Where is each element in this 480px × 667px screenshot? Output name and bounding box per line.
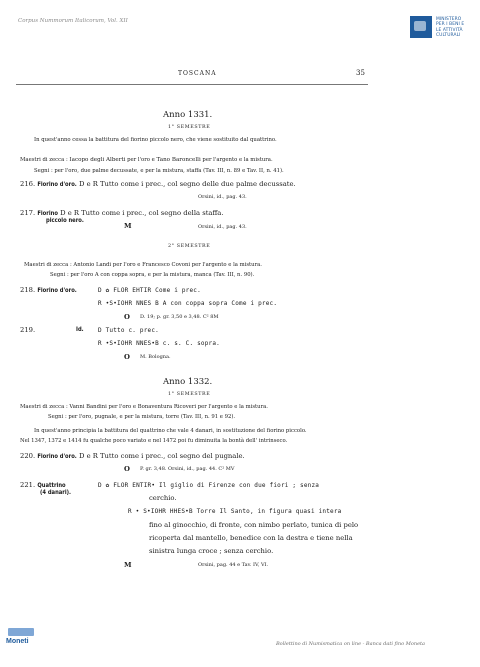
entry-216	[20, 180, 296, 188]
entry-reference: D. 19; p. gr. 3,50 e 3,48. C² 8M	[140, 314, 219, 320]
signs-line: Segni : per l'oro, due palme decussate, e per la mistura, staffa (Tav. III, n. 89 e Tav. II, n. 41).	[34, 168, 284, 174]
denomination: Id.	[76, 327, 84, 333]
ministry-logo-icon	[410, 16, 432, 38]
entry-reference: Orsini, id., pag. 43.	[198, 194, 247, 200]
footer-credit: Bollettino di Numismatica on line - Banca dati fino Moneta	[276, 641, 426, 647]
ministry-line-2: PER I BENI E	[436, 22, 465, 28]
entry-reference: P. gr. 3,48. Orsini, id., pag. 44. C² MV	[140, 466, 235, 472]
footer-logo-text: Moneti	[6, 638, 29, 645]
entry-number: 220.	[20, 452, 36, 460]
intro-text: In quest'anno cessa la battitura del fiorino piccolo nero, che viene sostituito dal quattrino.	[34, 137, 277, 143]
entry-219	[20, 326, 35, 334]
denomination-line-2: (4 danari).	[40, 490, 72, 496]
entry-220	[20, 452, 245, 460]
ministry-label	[436, 17, 464, 38]
header-rule	[16, 84, 368, 85]
mint-masters-line: Maestri di zecca : Antonio Landi per l'oro e Francesco Covoni per l'argento e la mistura.	[24, 262, 262, 268]
mint-masters-line: Maestri di zecca : Vanni Bandini per l'oro e Bonaventura Ricoveri per l'argento e la mistura.	[20, 404, 268, 410]
entry-description: D e R Tutto come i prec., col segno delle due palme decussate.	[78, 180, 296, 188]
running-head: TOSCANA	[178, 70, 217, 77]
page-number: 35	[356, 69, 365, 77]
signs-line: Segni : per l'oro A con coppa sopra, e per la mistura, manca (Tav. III, n. 90).	[50, 272, 255, 278]
entry-reference: Orsini, pag. 44 e Tav. IV, VI.	[198, 562, 269, 568]
entry-number: 219.	[20, 326, 36, 334]
denomination: Fiorino	[37, 211, 58, 217]
reverse-description: fino al ginocchio, di fronte, con nimbo perlato, tunica di pelo	[149, 521, 359, 529]
signs-line: Segni : per l'oro, pugnale, e per la mistura, torre (Tav. III, n. 91 e 92).	[48, 414, 236, 420]
obverse-legend: D ✿ FLOR EHTIR Come i prec.	[98, 287, 201, 294]
entry-number: 218.	[20, 286, 36, 294]
reverse-description: ricoperta dal mantello, benedice con la destra e tiene nella	[149, 534, 353, 542]
metal-sign: O	[124, 353, 130, 361]
entry-description: D e R Tutto come i prec., col segno della staffa.	[60, 209, 224, 217]
entry-number: 221.	[20, 481, 36, 489]
metal-sign: O	[124, 313, 130, 321]
ministry-line-4: CULTURALI	[436, 32, 461, 38]
intro-text: In quest'anno principia la battitura del quattrino che vale 4 danari, in sostituzione del fiorino piccolo.	[34, 428, 307, 434]
entry-number: 216.	[20, 180, 36, 188]
denomination-line-2: piccolo nero.	[46, 218, 84, 224]
mint-masters-connector: per l'oro e	[127, 157, 155, 163]
obverse-legend: D ✿ FLOR ENTIR• Il giglio di Firenze con due fiori ; senza	[98, 482, 320, 489]
metal-sign: O	[124, 465, 130, 473]
year-heading-1332: Anno 1332.	[163, 377, 213, 387]
ministry-line-3: LE ATTIVITÀ	[436, 27, 463, 33]
entry-218	[20, 286, 77, 294]
semester-heading: 1° SEMESTRE	[168, 392, 211, 397]
semester-heading: 2° SEMESTRE	[168, 244, 211, 249]
entry-description: D e R Tutto come i prec., col segno del pugnale.	[78, 452, 245, 460]
footer-logo	[6, 628, 40, 650]
mint-masters-label: Maestri di zecca :	[20, 157, 68, 163]
entry-221	[20, 481, 66, 489]
reverse-legend: R •S•IOHR NNES B A con coppa sopra Come i prec.	[98, 300, 278, 307]
year-heading-1331: Anno 1331.	[163, 110, 213, 120]
denomination: Fiorino d'oro.	[37, 454, 77, 460]
obverse-legend: D Tutto c. prec.	[98, 327, 159, 334]
entry-reference: Orsini, id., pag. 43.	[198, 224, 247, 230]
reverse-legend: R • S•IOHR HHES•B Torre Il Santo, in figura quasi intera	[128, 508, 342, 515]
mint-masters-tail: per l'argento e la mistura.	[202, 157, 273, 163]
obverse-legend-cont: cerchio.	[149, 494, 177, 502]
series-title: Corpus Nummorum Italicorum, Vol. XII	[18, 18, 128, 24]
denomination: Quattrino	[37, 483, 66, 489]
denomination: Fiorino d'oro.	[37, 182, 77, 188]
denomination: Fiorino d'oro.	[37, 288, 77, 294]
mint-master-name: Tano Baroncelli	[156, 157, 201, 163]
mint-master-name: Iacopo degli Alberti	[69, 157, 126, 163]
mint-masters-line	[20, 157, 273, 163]
metal-sign: M	[124, 222, 132, 230]
ministry-line-1: MINISTERO	[436, 17, 462, 22]
reverse-legend: R •S•IOHR NNES•B c. s. C. sopra.	[98, 340, 220, 347]
entry-217	[20, 209, 224, 217]
reverse-description: sinistra lunga croce ; senza cerchio.	[149, 547, 274, 555]
entry-reference: M. Bologna.	[140, 354, 171, 360]
metal-sign: M	[124, 561, 132, 569]
intro-text: Nel 1347, 1372 e 1414 fu qualche poco variato e nel 1472 poi fu diminuita la bontà dell' intrinseco.	[20, 438, 288, 444]
entry-number: 217.	[20, 209, 36, 217]
coin-logo-icon	[8, 628, 34, 636]
semester-heading: 1° SEMESTRE	[168, 125, 211, 130]
